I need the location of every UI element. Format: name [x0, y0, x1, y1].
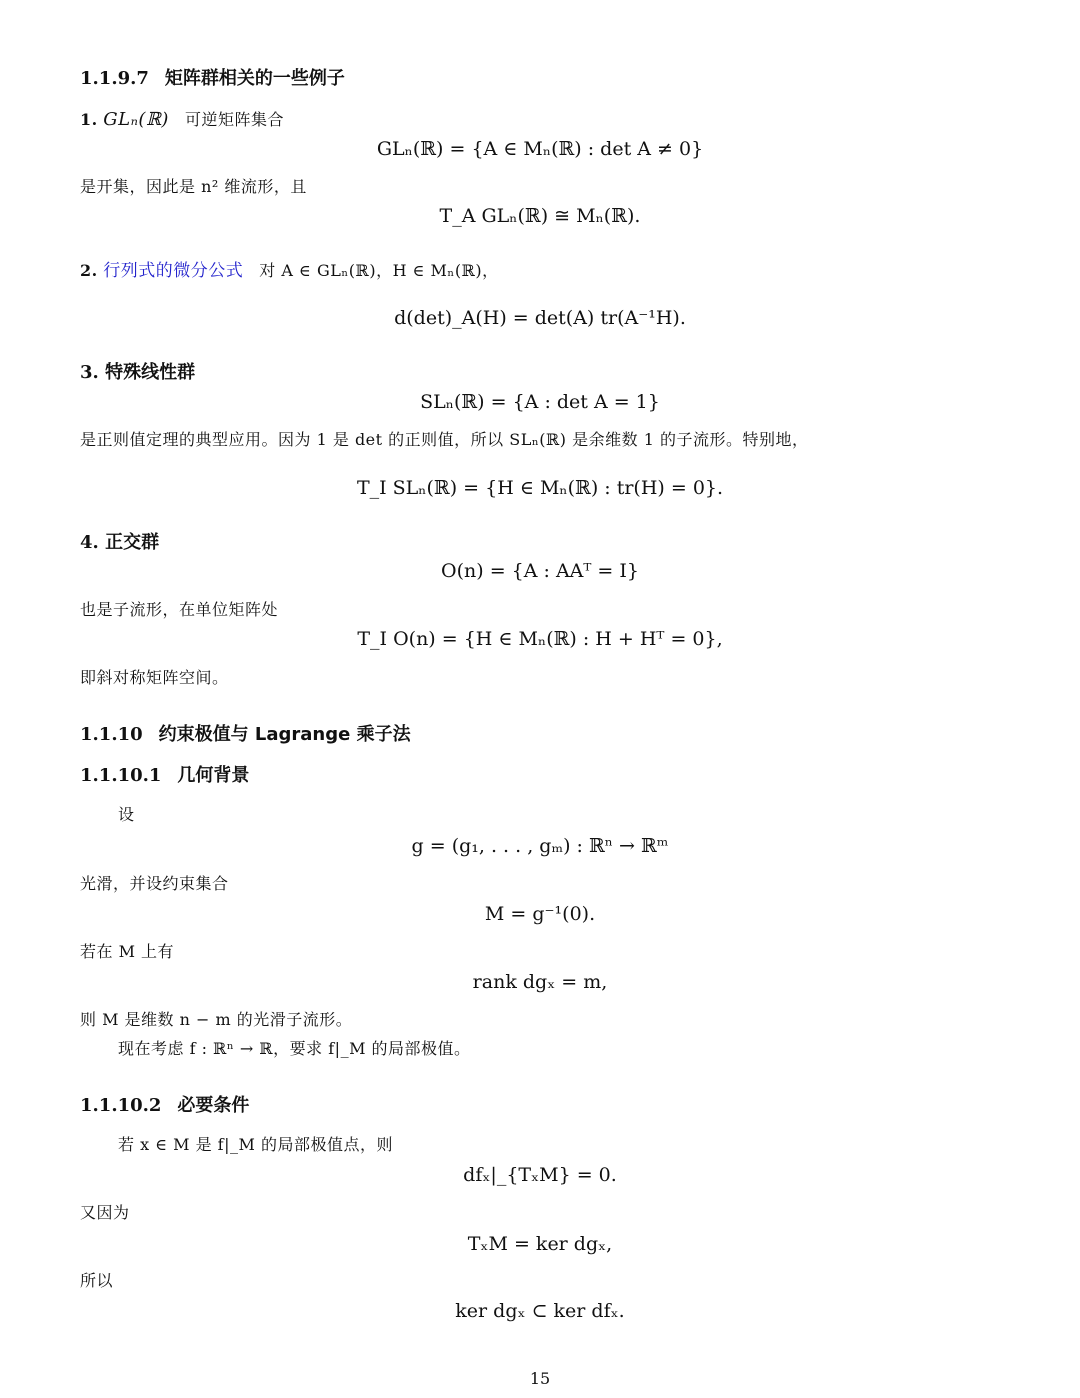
section-title: 矩阵群相关的一些例子 — [164, 68, 345, 89]
derivative-formula-link[interactable]: 行列式的微分公式 — [103, 261, 244, 281]
text-smooth-constraint: 光滑，并设约束集合 — [80, 874, 229, 893]
text-skew-symmetric: 即斜对称矩阵空间。 — [80, 668, 229, 687]
section-number: 1.1.10.2 — [80, 1095, 162, 1116]
text-also-because: 又因为 — [80, 1203, 130, 1222]
text-if-on-m: 若在 M 上有 — [80, 942, 175, 961]
section-title: 必要条件 — [177, 1095, 250, 1116]
text-submanifold: 也是子流形，在单位矩阵处 — [80, 600, 279, 619]
equation-tangent-kernel: TₓM = ker dgₓ, — [467, 1233, 613, 1255]
example-3-heading — [80, 364, 195, 382]
equation-tangent-gl: T_A GLₙ(ℝ) ≅ Mₙ(ℝ). — [439, 205, 641, 227]
equation-df-restricted: dfₓ|_{TₓM} = 0. — [463, 1164, 617, 1186]
example-number: 3. — [80, 362, 99, 383]
equation-orthogonal-group: O(n) = {A : AAᵀ = I} — [441, 560, 639, 582]
equation-g-map: g = (g₁, . . . , gₘ) : ℝⁿ → ℝᵐ — [411, 835, 669, 857]
example-title: 正交群 — [105, 532, 160, 553]
example-4-heading — [80, 534, 159, 552]
example-2-heading — [80, 263, 499, 280]
text-local-extremum: 若 x ∈ M 是 f|_M 的局部极值点，则 — [118, 1135, 393, 1154]
example-condition: 对 A ∈ GLₙ(ℝ)，H ∈ Mₙ(ℝ)， — [259, 261, 499, 280]
equation-det-derivative: d(det)_A(H) = det(A) tr(A⁻¹H). — [394, 307, 686, 329]
section-number: 1.1.10.1 — [80, 765, 162, 786]
example-subtitle: 可逆矩阵集合 — [184, 110, 284, 129]
equation-rank: rank dgₓ = m, — [472, 971, 608, 993]
text-open-set: 是开集，因此是 n² 维流形，且 — [80, 177, 307, 196]
section-number: 1.1.10 — [80, 724, 143, 745]
subsection-heading-11101 — [80, 767, 249, 785]
example-title: GLₙ(ℝ) — [103, 109, 169, 130]
example-1-heading — [80, 111, 284, 129]
text-consider-f: 现在考虑 f : ℝⁿ → ℝ，要求 f|_M 的局部极值。 — [118, 1039, 471, 1058]
subsection-heading-11102 — [80, 1097, 249, 1115]
equation-m-level-set: M = g⁻¹(0). — [484, 903, 596, 925]
page-number: 15 — [529, 1369, 551, 1388]
text-therefore: 所以 — [80, 1271, 114, 1290]
section-title: 约束极值与 Lagrange 乘子法 — [158, 724, 411, 745]
equation-tangent-orthogonal: T_I O(n) = {H ∈ Mₙ(ℝ) : H + Hᵀ = 0}, — [357, 628, 723, 650]
example-number: 2. — [80, 261, 98, 280]
subsection-heading-1110 — [80, 726, 411, 744]
equation-gl-definition: GLₙ(ℝ) = {A ∈ Mₙ(ℝ) : det A ≠ 0} — [376, 138, 704, 160]
equation-tangent-sl: T_I SLₙ(ℝ) = {H ∈ Mₙ(ℝ) : tr(H) = 0}. — [356, 477, 724, 499]
text-regular-value: 是正则值定理的典型应用。因为 1 是 det 的正则值，所以 SLₙ(ℝ) 是余维数 1 的子流形。特别地， — [80, 430, 809, 449]
subsection-heading-1197 — [80, 70, 345, 88]
example-title: 特殊线性群 — [105, 362, 196, 383]
example-number: 1. — [80, 110, 98, 129]
equation-kernel-inclusion: ker dgₓ ⊂ ker dfₓ. — [455, 1300, 625, 1322]
text-suppose: 设 — [118, 805, 135, 824]
section-title: 几何背景 — [177, 765, 250, 786]
example-number: 4. — [80, 532, 99, 553]
equation-sl-definition: SLₙ(ℝ) = {A : det A = 1} — [420, 391, 660, 413]
text-then-submanifold: 则 M 是维数 n − m 的光滑子流形。 — [80, 1010, 353, 1029]
section-number: 1.1.9.7 — [80, 68, 149, 89]
